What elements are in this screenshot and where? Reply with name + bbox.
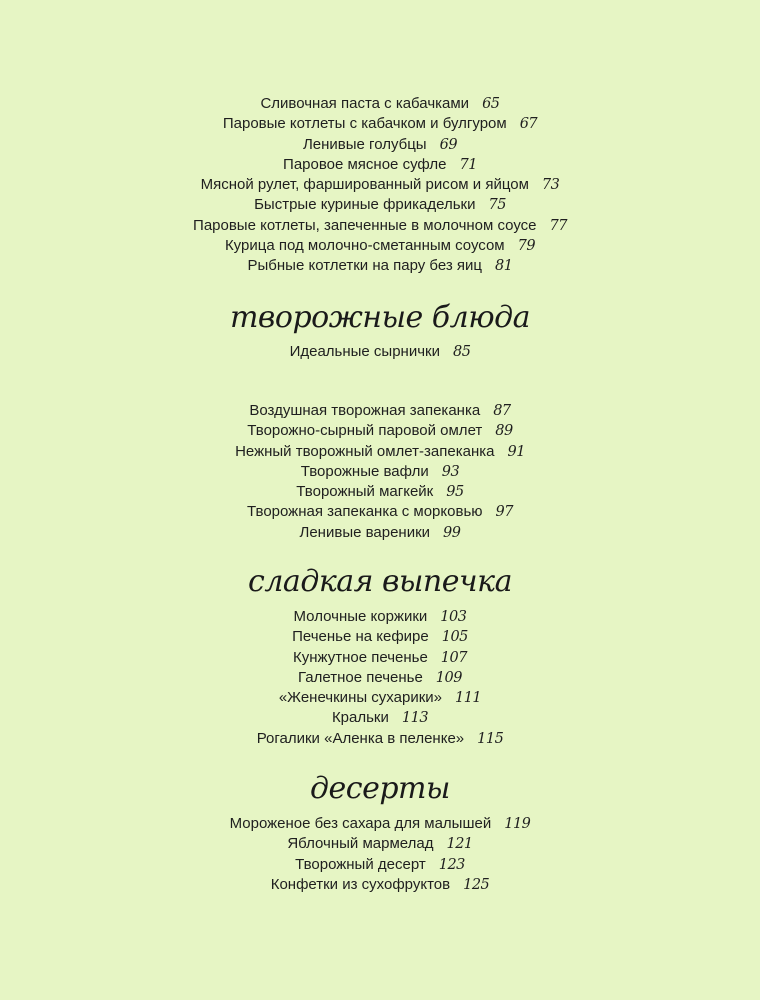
section-heading-sweet-pastry: сладкая выпечка <box>248 564 512 599</box>
entry-page-number: 111 <box>454 690 482 707</box>
entry-page-number: 107 <box>440 649 467 666</box>
contents-list-meat-dishes <box>0 94 760 277</box>
contents-entry <box>0 668 760 688</box>
contents-entry <box>0 462 760 482</box>
entry-title: Молочные коржики <box>293 608 428 625</box>
entry-title: Мясной рулет, фаршированный рисом и яйцом <box>200 176 529 194</box>
entry-title: Печенье на кефире <box>292 628 429 646</box>
entry-title: Кральки <box>331 709 389 727</box>
entry-title: Паровые котлеты с кабачком и булгуром <box>222 115 507 133</box>
contents-entry <box>0 94 760 114</box>
entry-title: Быстрые куриные фрикадельки <box>254 196 476 214</box>
entry-title: Рыбные котлетки на пару без яиц <box>247 257 483 275</box>
contents-entry <box>0 175 760 195</box>
entry-title: Нежный творожный омлет-запеканка <box>235 442 495 460</box>
contents-entry <box>0 708 760 728</box>
entry-page-number: 97 <box>495 504 513 521</box>
section-heading-cottage-cheese: творожные блюда <box>229 300 531 335</box>
contents-entry <box>0 236 760 256</box>
contents-entry <box>0 814 760 834</box>
contents-list-desserts <box>0 814 760 895</box>
entry-page-number: 115 <box>477 730 504 747</box>
entry-title: Воздушная творожная запеканка <box>249 402 481 419</box>
contents-entry <box>0 482 760 502</box>
entry-page-number: 79 <box>517 238 536 255</box>
contents-entry <box>0 502 760 522</box>
contents-entry <box>0 155 760 175</box>
contents-entry <box>0 729 760 749</box>
entry-page-number: 69 <box>439 136 458 153</box>
entry-page-number: 75 <box>488 197 506 214</box>
entry-page-number: 77 <box>549 217 567 234</box>
entry-page-number: 103 <box>440 609 467 625</box>
entry-title: Рогалики «Аленка в пеленке» <box>256 729 465 747</box>
entry-title: Творожно-сырный паровой омлет <box>247 422 483 440</box>
entry-page-number: 91 <box>507 443 525 460</box>
entry-page-number: 95 <box>446 484 464 501</box>
contents-list-cottage-cheese-intro <box>0 342 760 362</box>
entry-title: Идеальные сырнички <box>289 343 440 360</box>
entry-page-number: 123 <box>438 856 465 873</box>
entry-page-number: 109 <box>435 669 462 686</box>
entry-title: Творожный десерт <box>295 855 426 873</box>
contents-entry <box>0 523 760 543</box>
entry-page-number: 65 <box>482 96 500 112</box>
entry-title: Курица под молочно-сметанным соусом <box>224 237 505 255</box>
entry-title: «Женечкины сухарики» <box>278 689 442 707</box>
entry-page-number: 73 <box>541 177 560 194</box>
entry-title: Паровые котлеты, запеченные в молочном соусе <box>193 216 537 234</box>
contents-entry <box>0 834 760 854</box>
entry-title: Сливочная паста с кабачками <box>260 95 470 112</box>
entry-title: Творожная запеканка с морковью <box>247 503 483 521</box>
entry-page-number: 99 <box>443 524 461 541</box>
entry-title: Творожные вафли <box>300 462 429 480</box>
contents-entry <box>0 216 760 236</box>
entry-title: Ленивые вареники <box>299 523 431 541</box>
contents-entry <box>0 401 760 421</box>
entry-title: Галетное печенье <box>298 668 423 686</box>
contents-list-cottage-cheese <box>0 401 760 543</box>
contents-entry <box>0 688 760 708</box>
section-heading-desserts: десерты <box>310 771 450 806</box>
entry-page-number: 93 <box>441 463 460 480</box>
entry-page-number: 81 <box>495 258 513 275</box>
entry-page-number: 85 <box>452 344 471 360</box>
contents-entry <box>0 855 760 875</box>
contents-entry <box>0 195 760 215</box>
entry-title: Яблочный мармелад <box>287 835 434 853</box>
entry-page-number: 67 <box>519 116 538 133</box>
contents-list-sweet-pastry <box>0 607 760 749</box>
entry-page-number: 119 <box>504 816 531 832</box>
entry-page-number: 71 <box>459 156 477 173</box>
contents-entry <box>0 875 760 895</box>
entry-page-number: 125 <box>463 876 490 893</box>
entry-title: Конфетки из сухофруктов <box>270 875 451 893</box>
entry-title: Паровое мясное суфле <box>283 155 447 173</box>
contents-entry <box>0 256 760 276</box>
contents-entry <box>0 114 760 134</box>
contents-entry <box>0 648 760 668</box>
entry-title: Мороженое без сахара для малышей <box>229 815 492 832</box>
entry-title: Кунжутное печенье <box>293 648 428 666</box>
entry-page-number: 87 <box>493 403 511 419</box>
entry-title: Ленивые голубцы <box>302 135 427 153</box>
contents-entry <box>0 342 760 362</box>
contents-entry <box>0 135 760 155</box>
contents-entry <box>0 627 760 647</box>
contents-entry <box>0 421 760 441</box>
contents-entry <box>0 607 760 627</box>
entry-title: Творожный магкейк <box>296 483 434 501</box>
contents-entry <box>0 442 760 462</box>
entry-page-number: 121 <box>446 836 473 853</box>
entry-page-number: 105 <box>441 629 468 646</box>
entry-page-number: 89 <box>495 423 513 440</box>
entry-page-number: 113 <box>401 710 429 727</box>
